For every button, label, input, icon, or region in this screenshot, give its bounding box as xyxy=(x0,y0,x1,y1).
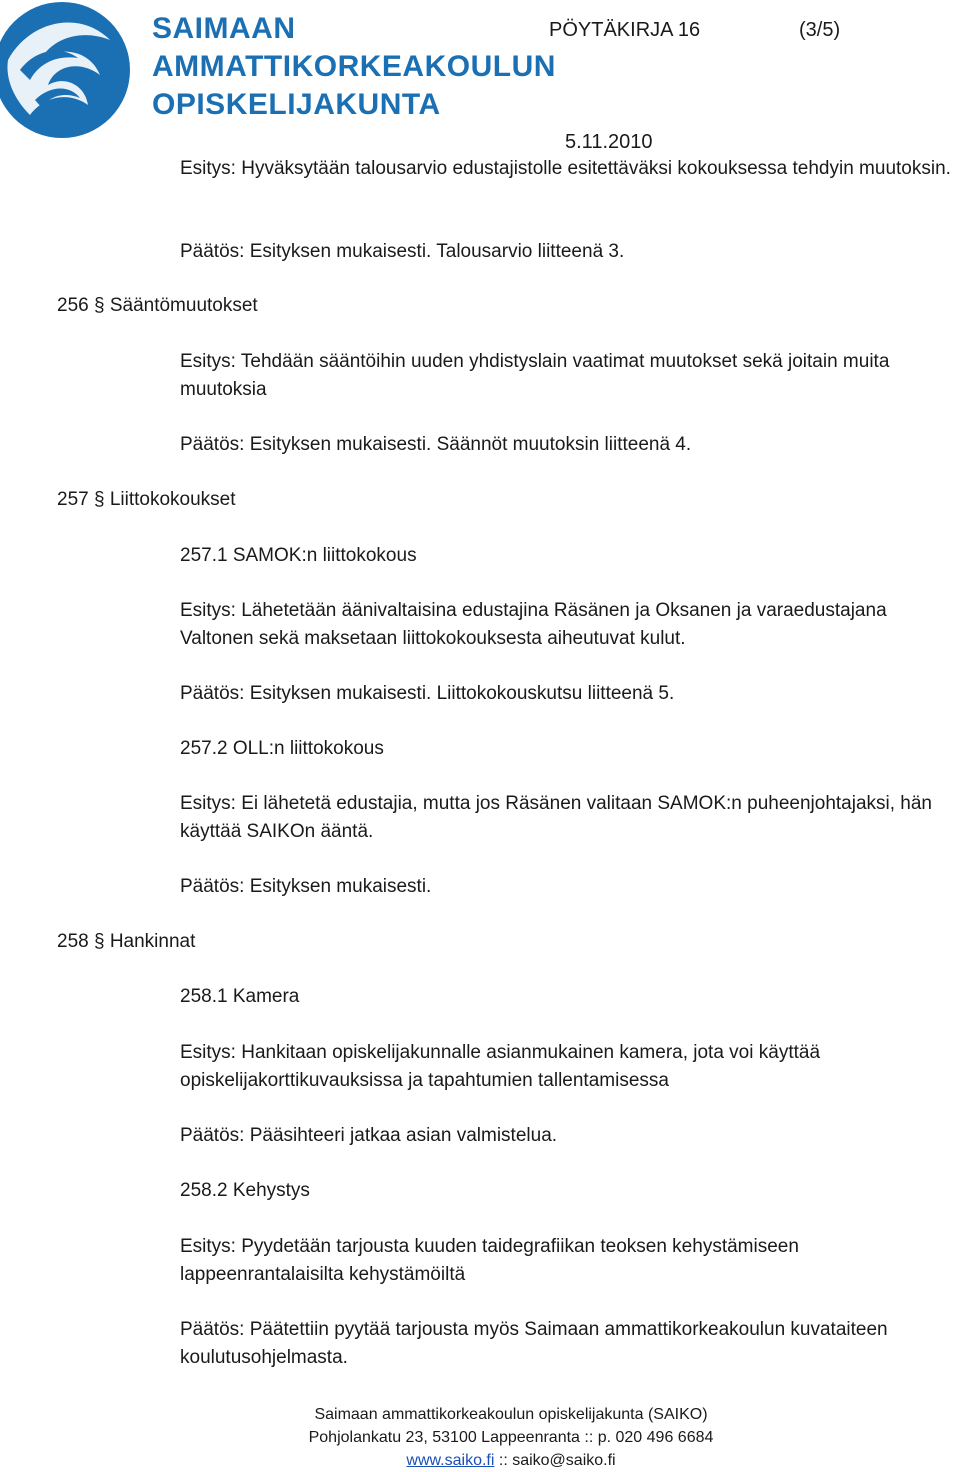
org-name-line3: OPISKELIJAKUNTA xyxy=(152,88,441,121)
subheading-257-1: 257.1 SAMOK:n liittokokous xyxy=(180,545,417,566)
paragraph-258-1-esitys: Esitys: Hankitaan opiskelijakunnalle asianmukainen kamera, jota voi käyttää opiskelijakorttikuvauksissa ja tapahtumien tallentamisessa xyxy=(180,1042,821,1091)
paragraph-258-1-paatos: Päätös: Pääsihteeri jatkaa asian valmistelua. xyxy=(180,1125,558,1146)
subheading-257-2: 257.2 OLL:n liittokokous xyxy=(180,738,384,759)
saiko-logo xyxy=(0,0,130,140)
paragraph-talousarvio-esitys: Esitys: Hyväksytään talousarvio edustajistolle esitettäväksi kokouksessa tehdyin muutoksin. xyxy=(180,158,951,179)
website-link[interactable]: www.saiko.fi xyxy=(406,1452,495,1469)
paragraph-257-1-paatos: Päätös: Esityksen mukaisesti. Liittokokouskutsu liitteenä 5. xyxy=(180,683,675,704)
paragraph-257-2-paatos: Päätös: Esityksen mukaisesti. xyxy=(180,876,432,897)
page-number: (3/5) xyxy=(799,19,841,41)
footer-address: Pohjolankatu 23, 53100 Lappeenranta :: p. 020 496 6684 xyxy=(308,1429,714,1446)
org-name-line2: AMMATTIKORKEAKOULUN xyxy=(152,50,556,83)
footer-separator: :: xyxy=(494,1452,513,1469)
document-title: PÖYTÄKIRJA 16 xyxy=(549,19,701,41)
email-address: saiko@saiko.fi xyxy=(512,1452,616,1469)
paragraph-258-2-esitys: Esitys: Pyydetään tarjousta kuuden taidegrafiikan teoksen kehystämiseen lappeenrantalaisilta kehystämöiltä xyxy=(180,1236,799,1285)
subheading-258-2: 258.2 Kehystys xyxy=(180,1180,310,1201)
section-heading-257: 257 § Liittokokoukset xyxy=(57,489,236,510)
paragraph-256-esitys: Esitys: Tehdään sääntöihin uuden yhdistyslain vaatimat muutokset sekä joitain muita muutoksia xyxy=(180,351,890,400)
paragraph-256-paatos: Päätös: Esityksen mukaisesti. Säännöt muutoksin liitteenä 4. xyxy=(180,434,692,455)
paragraph-257-1-esitys: Esitys: Lähetetään äänivaltaisina edustajina Räsänen ja Oksanen ja varaedustajana Valtonen sekä maksetaan liittokokouksesta aiheutuvat kulut. xyxy=(180,600,887,649)
subheading-258-1: 258.1 Kamera xyxy=(180,986,300,1007)
paragraph-257-2-esitys: Esitys: Ei lähetetä edustajia, mutta jos Räsänen valitaan SAMOK:n puheenjohtajaksi, hän käyttää SAIKOn ääntä. xyxy=(180,793,932,842)
section-heading-256: 256 § Sääntömuutokset xyxy=(57,295,258,316)
section-heading-258: 258 § Hankinnat xyxy=(57,931,196,952)
paragraph-258-2-paatos: Päätös: Päätettiin pyytää tarjousta myös Saimaan ammattikorkeakoulun kuvataiteen koulutusohjelmasta. xyxy=(180,1319,888,1368)
paragraph-talousarvio-paatos: Päätös: Esityksen mukaisesti. Talousarvio liitteenä 3. xyxy=(180,241,625,262)
document-date: 5.11.2010 xyxy=(565,131,653,153)
footer-organization: Saimaan ammattikorkeakoulun opiskelijakunta (SAIKO) xyxy=(314,1406,708,1423)
org-name-line1: SAIMAAN xyxy=(152,12,296,45)
footer-contacts xyxy=(0,1449,960,1472)
